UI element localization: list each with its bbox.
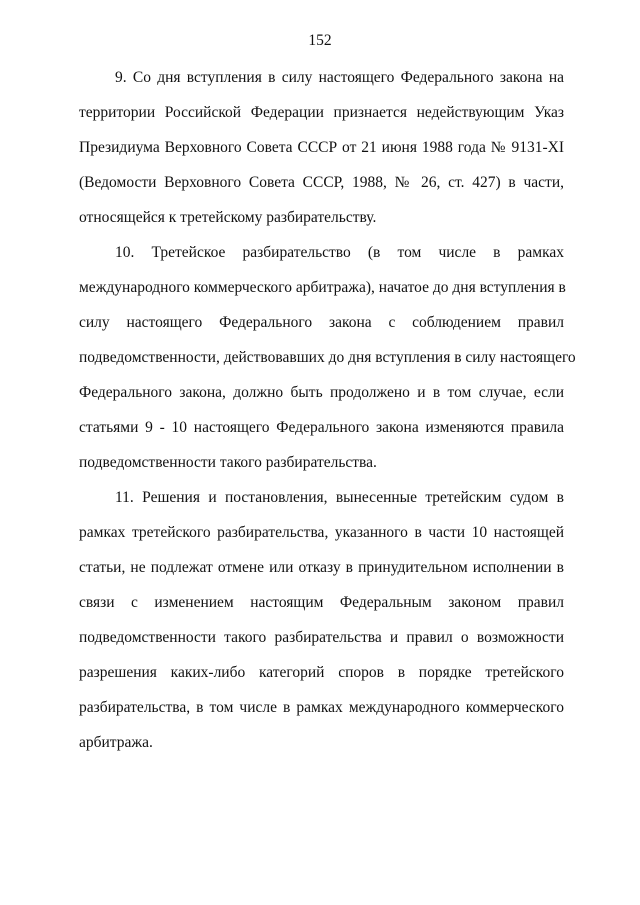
- paragraph-line: 10. Третейское разбирательство (в том числе в рамках: [115, 244, 564, 261]
- paragraph-line: подведомственности такого разбирательства и правил о возможности: [79, 629, 564, 646]
- paragraph-line: международного коммерческого арбитража), начатое до дня вступления в: [79, 279, 566, 296]
- paragraph-line: силу настоящего Федерального закона с соблюдением правил: [79, 314, 564, 331]
- paragraph-9: [79, 60, 564, 235]
- paragraph-line: подведомственности такого разбирательства.: [79, 454, 377, 471]
- paragraph-10: [79, 235, 576, 480]
- paragraph-line: Федерального закона, должно быть продолжено и в том случае, если: [79, 384, 564, 401]
- paragraph-line: Президиума Верховного Совета СССР от 21 июня 1988 года № 9131-XI: [79, 139, 564, 156]
- paragraph-line: разрешения каких-либо категорий споров в порядке третейского: [79, 664, 564, 681]
- page-number: 152: [308, 32, 332, 49]
- paragraph-line: подведомственности, действовавших до дня вступления в силу настоящего: [79, 349, 576, 366]
- paragraph-line: статьи, не подлежат отмене или отказу в принудительном исполнении в: [79, 559, 564, 576]
- paragraph-line: статьями 9 - 10 настоящего Федерального закона изменяются правила: [79, 419, 564, 436]
- paragraph-line: (Ведомости Верховного Совета СССР, 1988, № 26, ст. 427) в части,: [79, 174, 564, 191]
- paragraph-line: связи с изменением настоящим Федеральным законом правил: [79, 594, 564, 611]
- paragraph-line: 9. Со дня вступления в силу настоящего Федерального закона на: [115, 69, 564, 86]
- paragraph-11: [79, 480, 564, 760]
- paragraph-line: рамках третейского разбирательства, указанного в части 10 настоящей: [79, 524, 564, 541]
- paragraph-line: относящейся к третейскому разбирательству.: [79, 209, 377, 226]
- paragraph-line: 11. Решения и постановления, вынесенные третейским судом в: [115, 489, 564, 506]
- paragraph-line: арбитража.: [79, 734, 153, 751]
- document-body: [79, 60, 576, 760]
- paragraph-line: разбирательства, в том числе в рамках международного коммерческого: [79, 699, 564, 716]
- paragraph-line: территории Российской Федерации признается недействующим Указ: [79, 104, 564, 121]
